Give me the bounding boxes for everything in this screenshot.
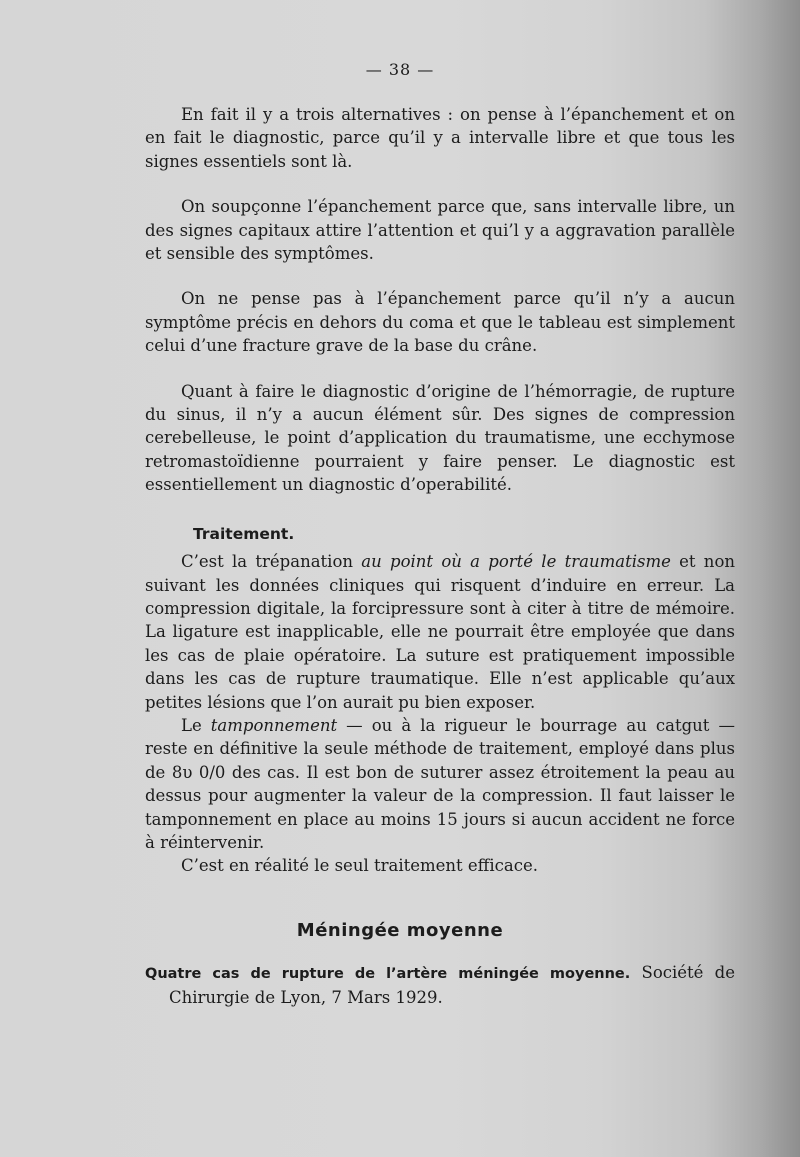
emphasis-text: tamponnement: [210, 715, 338, 735]
main-text: [145, 103, 735, 878]
paragraph-gap: [145, 173, 735, 195]
text-run: — ou à la rigueur le bourrage au catgut — reste en définitive la seule méthode de traitement, employé dans plus de 8υ 0/0 des cas. Il est bon de suturer assez étroitement la peau au dessus pour augmenter la valeur de la compression. Il faut laisser le tamponnement en place au moins 15 jours si aucun accident ne force à réintervenir.: [145, 715, 735, 852]
page-number: — 38 —: [365, 60, 435, 79]
text-run: Le: [181, 715, 211, 735]
paragraph-soupcon: On soupçonne l’épanchement parce que, sans intervalle libre, un des signes capitaux attire l’attention et qui’l y a aggravation parallèle et sensible des symptômes.: [145, 197, 735, 264]
reference-title: Quatre cas de rupture de l’artère méningée moyenne.: [145, 966, 631, 982]
paragraph-gap: [145, 497, 735, 523]
chapter-heading-meningee-moyenne: Méningée moyenne: [296, 920, 504, 941]
paragraph-tamponnement: [145, 714, 735, 854]
reference-entry: [145, 961, 735, 1010]
paragraph-trepanation: [145, 550, 735, 714]
paragraph-gap: [145, 265, 735, 287]
reference-source: Société de Chirurgie de Lyon, 7 Mars 1929.: [169, 963, 735, 1008]
paragraph-diagnosis-origin: Quant à faire le diagnostic d’origine de l’hémorragie, de rupture du sinus, il n’y a aucun élément sûr. Des signes de compression cerebelleuse, le point d’application du traumatisme, une ecchymose retromastoïdienne pourraient y faire penser. Le diagnostic est essentiellement un diagnostic d’operabilité.: [145, 381, 735, 495]
paragraph-no-suspicion: On ne pense pas à l’épanchement parce qu’il n’y a aucun symptôme précis en dehors du coma et que le tableau est simplement celui d’une fracture grave de la base du crâne.: [145, 289, 735, 356]
paragraph-alternatives: En fait il y a trois alternatives : on pense à l’épanchement et on en fait le diagnostic, parce qu’il y a intervalle libre et que tous les signes essentiels sont là.: [145, 105, 735, 171]
text-run: et non suivant les données cliniques qui risquent d’induire en erreur. La compression digitale, la forcipressure sont à citer à titre de mémoire. La ligature est inapplicable, elle ne pourrait être employée que dans les cas de plaie opératoire. La suture est pratiquement impossible dans les cas de rupture traumatique. Elle n’est applicable qu’aux petites lésions que l’on aurait pu bien exposer.: [145, 552, 735, 712]
section-heading-traitement: Traitement.: [193, 524, 295, 543]
paragraph-gap: [145, 358, 735, 380]
bibliographic-reference: [145, 961, 735, 1010]
emphasis-text: au point où a porté le traumatisme: [361, 552, 671, 572]
paragraph-conclusion: C’est en réalité le seul traitement efficace.: [181, 856, 538, 876]
text-run: C’est la trépanation: [181, 552, 362, 572]
